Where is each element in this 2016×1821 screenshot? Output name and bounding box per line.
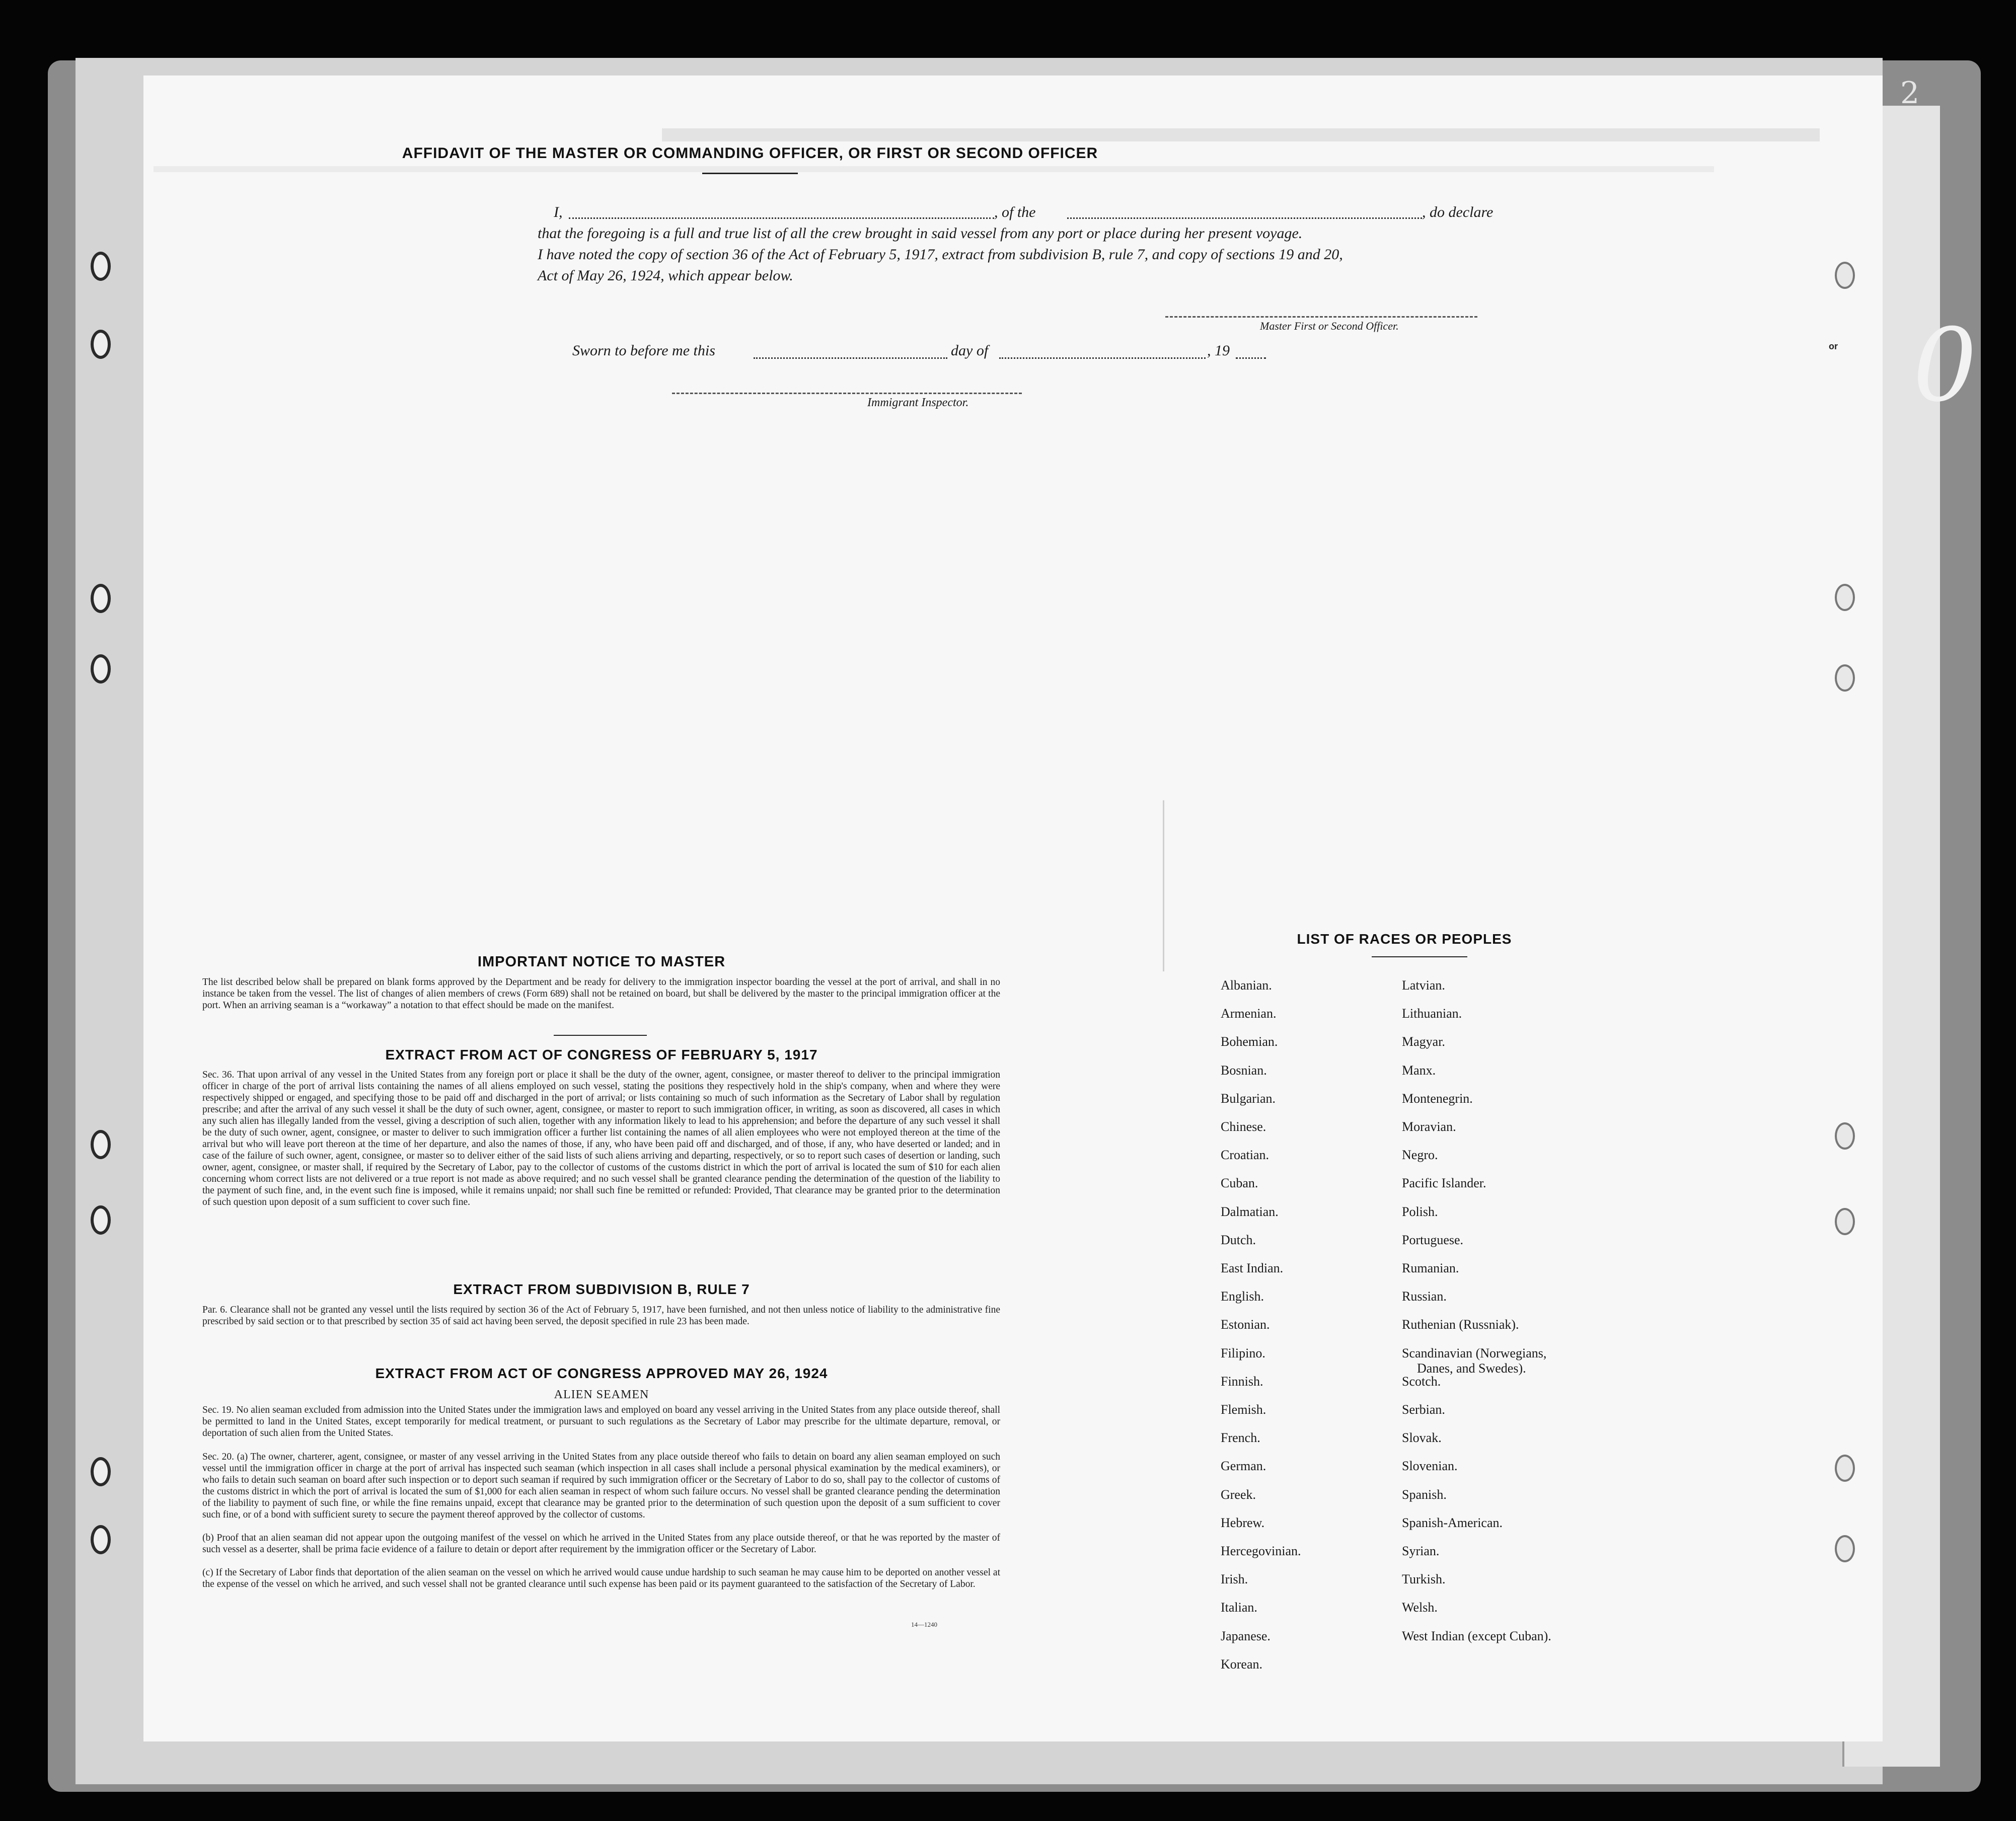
affidavit-line-2: that the foregoing is a full and true list of all the crew brought in said vessel from any port or place during her present voyage. [538,225,1303,242]
title-rule [702,173,798,174]
race-item: Slovak. [1402,1430,1442,1446]
race-item: Croatian. [1221,1148,1270,1163]
race-item: Dutch. [1221,1232,1256,1247]
binder-ring-icon [91,654,111,684]
year-label: , 19 [1207,342,1230,359]
race-item: Manx. [1402,1063,1436,1078]
section-20b-text: (b) Proof that an alien seaman did not appear upon the outgoing manifest of the vessel on which he arrived in the United States from any place outside thereof, or that he was reported by the master of such vessel as a deserter, shall be prima facie evidence of a failure to detain or deport after requirement by the immigration officer or the Secretary of Labor. [202,1533,1000,1555]
punch-hole-icon [1835,1455,1855,1482]
race-item: Russian. [1402,1289,1447,1304]
race-item: Syrian. [1402,1544,1440,1558]
race-item: Ruthenian (Russniak). [1402,1317,1519,1332]
race-item: Moravian. [1402,1119,1456,1134]
section-20a-text: Sec. 20. (a) The owner, charterer, agent, consignee, or master of any vessel arriving in the United States from any place outside thereof who fails to detain on board any alien seaman employed on such vessel until the immigration officer in charge at the port of arrival has inspected such seaman (which inspection in all cases shall include a personal physical examination by the medical examiners), or who fails to detain such seaman on board after such inspection or to deport such seaman if required by such immigration officer or the Secretary of Labor to do so, shall pay to the collector of customs of the customs district in which the port of arrival is located the sum of $1,000 for each alien seaman in respect of whom such failure occurs. No vessel shall be granted clearance pending the determination of the liability to payment of such fine, or while the fine remains unpaid, except that clearance may be granted prior to the determination of such question upon the deposit of a sum sufficient to cover such fine, or of a bond with sufficient surety to secure the payment thereof approved by the collector of customs. [202,1452,1000,1520]
master-signature-line[interactable] [1165,316,1477,318]
race-item: Latvian. [1402,978,1445,993]
race-item: English. [1221,1289,1264,1304]
punch-hole-icon [1835,1122,1855,1150]
race-item: Bulgarian. [1221,1091,1276,1106]
punch-hole-icon [1835,584,1855,611]
punch-hole-icon [1835,1208,1855,1235]
affidavit-i-label: I, [554,204,563,220]
race-item: Filipino. [1221,1345,1265,1360]
affidavit-declare-label: , do declare [1422,204,1494,220]
binder-ring-icon [91,1457,111,1486]
race-item: Japanese. [1221,1628,1271,1643]
name-field[interactable] [569,217,994,219]
section-20c-text: (c) If the Secretary of Labor finds that deportation of the alien seaman on the vessel on which he arrived would cause undue hardship to such seaman he may cause him to be deported on another vessel at the expense of the vessel on which he arrived, and such vessel shall not be granted clearance until such expense has been paid or its payment guaranteed to the satisfaction of the Secretary of Labor. [202,1567,1000,1589]
race-item: Rumanian. [1402,1261,1459,1275]
alien-seamen-subtitle: ALIEN SEAMEN [554,1388,649,1401]
notice-title: IMPORTANT NOTICE TO MASTER [477,954,726,970]
race-item: Albanian. [1221,978,1272,993]
race-item: Bohemian. [1221,1034,1278,1049]
race-item: Estonian. [1221,1317,1270,1332]
race-item: Serbian. [1402,1402,1445,1417]
race-item: Montenegrin. [1402,1091,1473,1106]
section-rule [554,1035,647,1036]
race-item: Hebrew. [1221,1515,1265,1530]
race-item: Lithuanian. [1402,1006,1462,1021]
extract-1924-title: EXTRACT FROM ACT OF CONGRESS APPROVED MAY 26, 1924 [375,1365,828,1381]
race-item: Portuguese. [1402,1232,1464,1247]
race-item: German. [1221,1459,1266,1474]
race-item: Scotch. [1402,1374,1441,1389]
race-item: Scandinavian (Norwegians, [1402,1345,1547,1360]
extract-rule7-text: Par. 6. Clearance shall not be granted any vessel until the lists required by section 36 of the Act of February 5, 1917, have been furnished, and not then unless notice of liability to the administrative fine prescribed by said section or to that prescribed by section 35 of said act having been served, the deposit specified in rule 23 has been made. [202,1305,1000,1327]
handwritten-mark: 0 [1913,307,1977,424]
race-item: Magyar. [1402,1034,1445,1049]
race-item: Turkish. [1402,1572,1446,1587]
master-signature-caption: Master First or Second Officer. [1260,320,1399,332]
affidavit-line-3: I have noted the copy of section 36 of the Act of February 5, 1917, extract from subdivision B, rule 7, and copy of sections 19 and 20, [538,246,1343,263]
race-item: Negro. [1402,1148,1438,1163]
extract-1917-text: Sec. 36. That upon arrival of any vessel in the United States from any foreign port or place it shall be the duty of the owner, agent, consignee, or master thereof to deliver to the principal immigration officer in charge of the port of arrival lists containing the names of all aliens employed on such vessel, stating the positions they respectively hold in the ship's company, when and where they were respectively shipped or engaged, and specifying those to be paid off and discharged in the port of arrival; or lists containing so much of such information as the Secretary of Labor shall by regulation prescribe; and after the arrival of any such vessel it shall be the duty of such owner, agent, consignee, or master to report to such immigration officer, in writing, as soon as discovered, all cases in which any such alien has illegally landed from the vessel, giving a description of such alien, together with any information likely to lead to his apprehension; and before the departure of any such vessel it shall be the duty of such owner, agent, consignee, or master to deliver to such immigration officer a further list containing the names of all alien employees who were not employed thereon at the time of the arrival but who will leave port thereon at the time of her departure, and also the names of those, if any, who have been paid off and discharged, and of those, if any, who have deserted or landed; and in case of the failure of such owner, agent, consignee, or master so to deliver either of the said lists of such aliens arriving and departing, respectively, or so to report such cases of desertion or landing, such owner, agent, consignee, or master shall, if required by the Secretary of Labor, pay to the collector of customs of the customs district in which the port of arrival is located the sum of $10 for each alien concerning whom correct lists are not delivered or a true report is not made as above required; and no such vessel shall be granted clearance pending the determination of the question of the liability to the payment of such fine, and, in the event such fine is imposed, while it remains unpaid; nor shall such fine be remitted or refunded: Provided, That clearance may be granted prior to the determination of such question upon deposit of a sum sufficient to cover such fine. [202,1070,1000,1207]
affidavit-of-the-label: , of the [994,204,1036,220]
sworn-day-field[interactable] [754,357,947,359]
sworn-month-field[interactable] [999,357,1206,359]
sworn-label: Sworn to before me this [572,342,715,359]
race-item: Slovenian. [1402,1459,1458,1474]
race-item: Bosnian. [1221,1063,1267,1078]
inspector-signature-line[interactable] [672,393,1022,394]
margin-mark-or: or [1829,341,1838,351]
inspector-caption: Immigrant Inspector. [867,396,969,409]
extract-rule7-title: EXTRACT FROM SUBDIVISION B, RULE 7 [453,1281,750,1297]
day-of-label: day of [951,342,989,359]
race-item: East Indian. [1221,1261,1284,1275]
affidavit-title: AFFIDAVIT OF THE MASTER OR COMMANDING OFFICER, OR FIRST OR SECOND OFFICER [402,145,1098,162]
binder-ring-icon [91,330,111,359]
races-title-rule [1372,956,1467,957]
race-item: Spanish. [1402,1487,1447,1502]
race-item: Korean. [1221,1656,1263,1672]
race-item: Flemish. [1221,1402,1266,1417]
extract-1917-title: EXTRACT FROM ACT OF CONGRESS OF FEBRUARY 5, 1917 [385,1047,818,1063]
notice-text: The list described below shall be prepared on blank forms approved by the Department and be ready for delivery to the immigration inspector boarding the vessel at the port of arrival, and shall in no instance be taken from the vessel. The list of changes of alien members of crews (Form 689) shall not be retained on board, but shall be delivered by the master to the principal immigration officer at the port. When an arriving seaman is a “workaway” a notation to that effect should be made on the manifest. [202,977,1000,1011]
affidavit-line-4: Act of May 26, 1924, which appear below. [538,267,793,284]
section-19-text: Sec. 19. No alien seaman excluded from admission into the United States under the immigration laws and employed on board any vessel arriving in the United States from any place outside thereof, shall be permitted to land in the United States, except temporarily for medical treatment, or pursuant to such regulations as the Secretary of Labor may prescribe for the ultimate departure, removal, or deportation of such alien from the United States. [202,1405,1000,1438]
margin-mark-top-right: 2 [1900,75,1920,111]
race-item: Greek. [1221,1487,1256,1502]
bleed-through-text [154,166,1714,172]
races-title: LIST OF RACES OR PEOPLES [1297,931,1512,947]
binder-ring-icon [91,1130,111,1159]
binder-ring-icon [91,584,111,613]
binder-ring-icon [91,1205,111,1235]
vessel-field[interactable] [1067,217,1422,219]
race-item: Dalmatian. [1221,1204,1279,1219]
page-fold [1163,800,1164,971]
race-item: Danes, and Swedes). [1417,1360,1526,1376]
punch-hole-icon [1835,1535,1855,1562]
race-item: Hercegovinian. [1221,1544,1301,1558]
race-item: Armenian. [1221,1006,1277,1021]
punch-hole-icon [1835,262,1855,289]
race-item: Finnish. [1221,1374,1263,1389]
race-item: French. [1221,1430,1260,1446]
binder-ring-icon [91,1525,111,1554]
sworn-year-field[interactable] [1236,357,1266,359]
race-item: Cuban. [1221,1176,1258,1191]
punch-hole-icon [1835,664,1855,692]
binder-ring-icon [91,252,111,281]
race-item: Pacific Islander. [1402,1176,1486,1191]
form-number: 14—1240 [911,1621,937,1628]
race-item: West Indian (except Cuban). [1402,1628,1551,1643]
race-item: Chinese. [1221,1119,1266,1134]
race-item: Spanish-American. [1402,1515,1503,1530]
form-page [143,75,1883,1741]
bleed-through-title [662,128,1820,141]
race-item: Welsh. [1402,1600,1438,1615]
race-item: Polish. [1402,1204,1438,1219]
race-item: Italian. [1221,1600,1257,1615]
race-item: Irish. [1221,1572,1248,1587]
